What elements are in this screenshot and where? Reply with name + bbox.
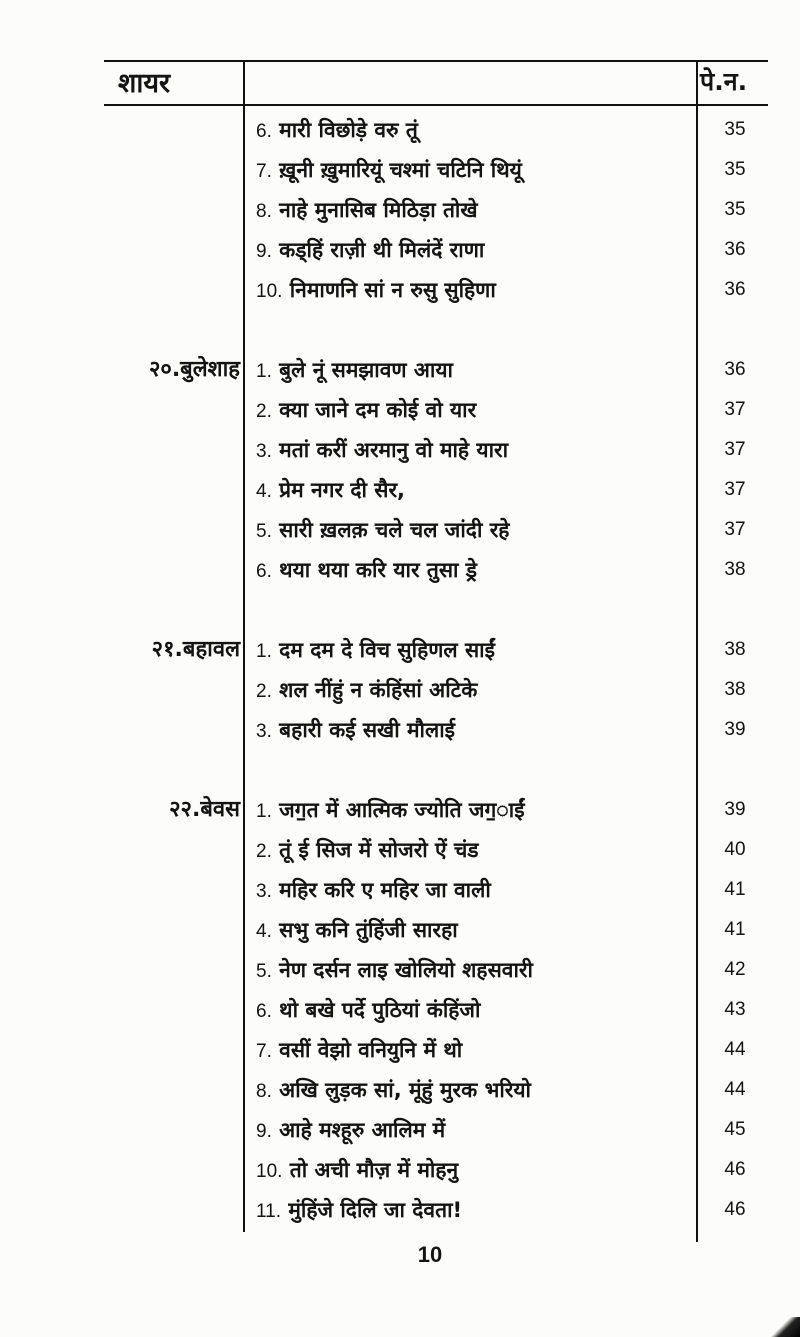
toc-entry-title	[256, 110, 686, 152]
entry-title-text: सभु कनि तुंहिंजी सारहा	[279, 918, 458, 942]
toc-entry-page: 40	[724, 839, 746, 860]
toc-entry-page: 45	[724, 1119, 746, 1140]
entry-number: 8.	[256, 201, 272, 222]
entry-number: 10.	[256, 1161, 283, 1182]
toc-entry-title	[256, 390, 686, 432]
entry-number: 1.	[256, 801, 272, 822]
table-top-rule	[104, 60, 768, 62]
entry-title-text: तो अची मौज़ में मोहनु	[289, 1158, 459, 1182]
toc-entry-page: 35	[724, 119, 746, 140]
entry-number: 3.	[256, 881, 272, 902]
toc-entry-title	[256, 870, 686, 912]
entry-number: 1.	[256, 641, 272, 662]
entry-title-text: ख़ूनी ख़ुमारियूं चश्मां चटिनि थियूं	[279, 158, 522, 182]
header-bottom-rule	[104, 104, 768, 106]
toc-entry-title	[256, 470, 686, 512]
entry-title-text: मुंहिंजे दिलि जा देवता!	[288, 1198, 463, 1222]
toc-entry-title	[256, 430, 686, 472]
toc-entry-page: 38	[724, 679, 746, 700]
header-page-column: पे.न.	[700, 67, 748, 96]
entry-title-text: थया थया करि यार तुसा ड्रे	[279, 558, 478, 582]
entry-number: 2.	[256, 401, 272, 422]
toc-entry-title	[256, 1070, 686, 1112]
header-poet-column: शायर	[118, 68, 171, 99]
poet-name: २२.बेवस	[169, 797, 240, 822]
toc-entry-title	[256, 630, 686, 672]
toc-entry-page: 38	[724, 639, 746, 660]
toc-entry-title	[256, 550, 686, 592]
entry-number: 4.	[256, 921, 272, 942]
toc-entry-page: 35	[724, 199, 746, 220]
toc-entry-page: 36	[724, 279, 746, 300]
poet-column-divider	[243, 62, 245, 1232]
toc-entry-page: 35	[724, 159, 746, 180]
toc-entry-page: 44	[724, 1079, 746, 1100]
toc-entry-title	[256, 670, 686, 712]
toc-entry-page: 37	[724, 479, 746, 500]
toc-entry-page: 46	[724, 1199, 746, 1220]
entry-title-text: थो बखे पर्दे पुठियां कंहिंजो	[279, 998, 481, 1022]
entry-title-text: कड्हिं राज़ी थी मिलंदें राणा	[279, 238, 485, 262]
toc-entry-title	[256, 910, 686, 952]
entry-number: 1.	[256, 361, 272, 382]
entry-number: 9.	[256, 241, 272, 262]
poet-name: २०.बुलेशाह	[148, 357, 240, 382]
entry-title-text: अखि लुड़क सां, मूंहुं मुरक भरियो	[279, 1078, 531, 1102]
toc-entry-page: 39	[724, 719, 746, 740]
entry-title-text: प्रेम नगर दी सैर,	[279, 478, 406, 502]
entry-number: 11.	[256, 1201, 282, 1222]
entry-title-text: नाहे मुनासिब मिठिड़ा तोखे	[279, 198, 478, 222]
entry-title-text: महिर करि ए महिर जा वाली	[279, 878, 491, 902]
entry-title-text: निमाणनि सां न रुसु सुहिणा	[289, 278, 496, 302]
toc-entry-title	[256, 150, 686, 192]
toc-entry-title	[256, 790, 686, 832]
entry-title-text: बहारी कई सखी मौलाई	[279, 718, 455, 742]
entry-number: 6.	[256, 121, 272, 142]
toc-entry-title	[256, 830, 686, 872]
toc-entry-title	[256, 510, 686, 552]
toc-entry-page: 37	[724, 519, 746, 540]
toc-entry-page: 41	[724, 919, 746, 940]
entry-number: 7.	[256, 161, 272, 182]
toc-entry-title	[256, 350, 686, 392]
toc-entry-title	[256, 950, 686, 992]
poet-name: २१.बहावल	[151, 637, 240, 662]
toc-entry-page: 36	[724, 359, 746, 380]
toc-entry-title	[256, 710, 686, 752]
entry-number: 10.	[256, 281, 283, 302]
entry-title-text: जग॒त में आत्मिक ज्योति जग॒ाईं	[279, 798, 525, 822]
toc-entry-title	[256, 270, 686, 312]
toc-entry-title	[256, 1030, 686, 1072]
toc-entry-title	[256, 1150, 686, 1192]
entry-number: 3.	[256, 721, 272, 742]
page-number: 10	[417, 1242, 443, 1267]
entry-title-text: आहे मश्हूरु आलिम में	[279, 1118, 446, 1142]
toc-entry-page: 44	[724, 1039, 746, 1060]
entry-number: 4.	[256, 481, 272, 502]
page-column-divider	[696, 60, 698, 1242]
entry-title-text: क्या जाने दम कोई वो यार	[279, 398, 477, 422]
toc-entry-page: 38	[724, 559, 746, 580]
entry-title-text: शल नींहुं न कंहिंसां अटिके	[279, 678, 478, 702]
toc-entry-page: 37	[724, 439, 746, 460]
entry-number: 8.	[256, 1081, 272, 1102]
entry-title-text: मतां करीं अरमानु वो माहे यारा	[279, 438, 509, 462]
entry-number: 6.	[256, 561, 272, 582]
entry-title-text: मारी विछोड़े वरु तूं	[279, 118, 418, 142]
toc-entry-page: 43	[724, 999, 746, 1020]
toc-entry-page: 42	[724, 959, 746, 980]
entry-number: 3.	[256, 441, 272, 462]
entry-number: 2.	[256, 841, 272, 862]
entry-title-text: सारी ख़लक़ चले चल जांदी रहे	[279, 518, 510, 542]
toc-entry-title	[256, 1110, 686, 1152]
toc-entry-page: 36	[724, 239, 746, 260]
toc-entry-page: 37	[724, 399, 746, 420]
entry-title-text: वसीं वेझो वनियुनि में थो	[279, 1038, 463, 1062]
toc-entry-page: 39	[724, 799, 746, 820]
entry-number: 2.	[256, 681, 272, 702]
entry-number: 5.	[256, 961, 272, 982]
entry-title-text: तूं ई सिज में सोजरो ऐं चंड	[279, 838, 479, 862]
toc-entry-title	[256, 230, 686, 272]
toc-entry-title	[256, 990, 686, 1032]
toc-entry-page: 46	[724, 1159, 746, 1180]
toc-entry-page: 41	[724, 879, 746, 900]
entry-number: 6.	[256, 1001, 272, 1022]
entry-title-text: बुले नूं समझावण आया	[279, 358, 453, 382]
entry-title-text: नेण दर्सन लाइ खोलियो शहसवारी	[279, 958, 533, 982]
entry-title-text: दम दम दे विच सुहिणल साईं	[279, 638, 495, 662]
entry-number: 5.	[256, 521, 272, 542]
toc-entry-title	[256, 1190, 686, 1232]
entry-number: 7.	[256, 1041, 272, 1062]
page-corner-shadow	[766, 1317, 800, 1337]
toc-entry-title	[256, 190, 686, 232]
entry-number: 9.	[256, 1121, 272, 1142]
